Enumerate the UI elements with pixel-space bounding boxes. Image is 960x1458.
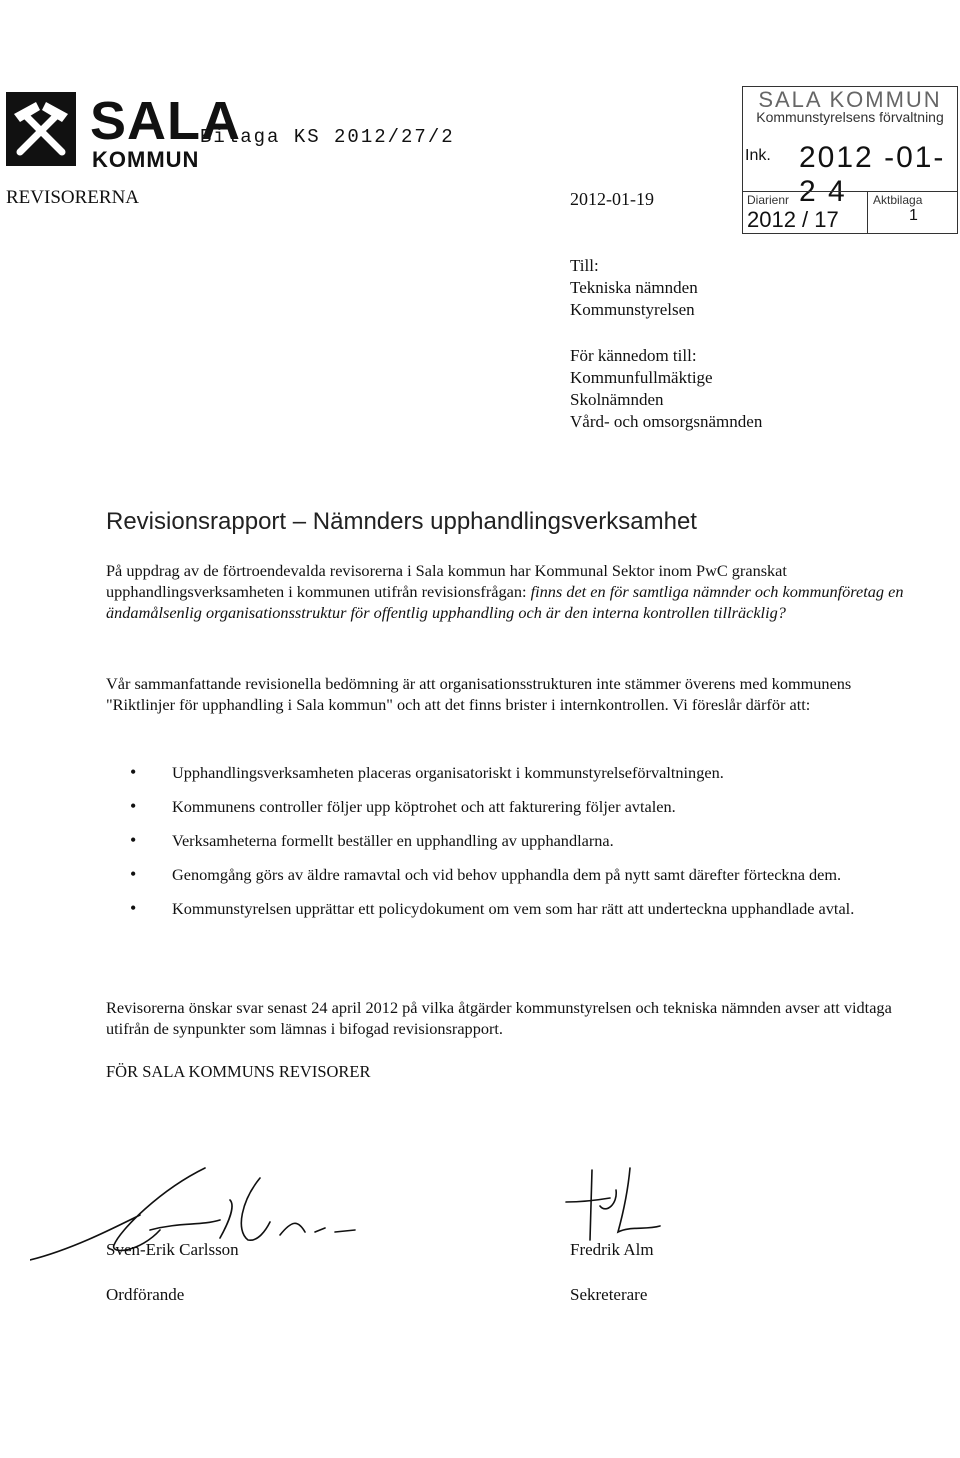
stamp-title: SALA KOMMUN [758,87,942,112]
recipient-item: Tekniska nämnden [570,278,698,297]
cc-recipient-item: Skolnämnden [570,390,664,409]
signatory-name: Sven-Erik Carlsson [106,1240,239,1259]
signature-heading: FÖR SALA KOMMUNS REVISORER [106,1062,371,1081]
signatory-name: Fredrik Alm [570,1240,654,1259]
intro-text: På uppdrag av de förtroendevalda revisorerna i Sala kommun har Kommunal Sektor inom PwC granskat upphandlingsverksamheten i kommunen utifrån revisionsfrågan: [106,561,787,601]
stamp-aktbilaga-label: Aktbilaga [873,193,923,207]
assessment-paragraph: Vår sammanfattande revisionella bedömning är att organisationsstrukturen inte stämmer överens med kommunens "Riktlinjer för upphandling i Sala kommun" och att det finns brister i internkontrollen. Vi föreslår därför att: [106,674,852,714]
stamp-received-date: 2012 -01- 2 4 [799,141,946,208]
received-stamp [742,86,958,234]
stamp-subtitle: Kommunstyrelsens förvaltning [756,109,944,125]
cc-recipient-item: Vård- och omsorgsnämnden [570,412,763,431]
logo-text-sala: SALA [90,91,241,151]
response-request-paragraph: Revisorerna önskar svar senast 24 april 2012 på vilka åtgärder kommunstyrelsen och tekniska nämnden avser att vidtaga utifrån de synpunkter som lämnas i bifogad revisionsrapport. [106,998,892,1038]
signatory-role: Sekreterare [570,1285,648,1304]
bilaga-reference: Bilaga KS 2012/27/2 [200,126,455,148]
to-label: Till: [570,256,599,275]
stamp-ink-label: Ink. [745,147,771,164]
cc-label: För kännedom till: [570,346,697,365]
stamp-diarienr-label: Diarienr [747,193,790,207]
list-item: • Genomgång görs av äldre ramavtal och vid behov upphandla dem på nytt samt därefter förteckna dem. [106,864,906,885]
recipient-item: Kommunstyrelsen [570,300,695,319]
stamp-diarienr-value: 2012 / 17 [747,207,839,232]
cc-recipient-item: Kommunfullmäktige [570,368,713,387]
stamp-aktbilaga-value: 1 [909,207,918,224]
audit-question: finns det en för samtliga nämnder och kommunföretag en ändamålsenlig organisationsstruktur för offentlig upphandling och är den interna kontrollen tillräcklig? [106,582,904,622]
crossed-hammers-icon [6,92,76,166]
stamp-column-divider [867,191,868,233]
list-item: • Kommunstyrelsen upprättar ett policydokument om vem som har rätt att underteckna upphandlade avtal. [106,898,906,919]
list-item: • Kommunens controller följer upp köptrohet och att fakturering följer avtalen. [106,796,906,817]
intro-paragraph [106,560,906,623]
department-name: REVISORERNA [6,187,140,208]
report-heading: Revisionsrapport – Nämnders upphandlingsverksamhet [106,508,697,535]
signature-scribble-alm [560,1160,700,1250]
recommendation-list [106,762,906,932]
document-date: 2012-01-19 [570,189,654,209]
stamp-divider [743,191,957,192]
logo-text-kommun: KOMMUN [92,147,200,172]
list-item: • Verksamheterna formellt beställer en upphandling av upphandlarna. [106,830,906,851]
list-item: • Upphandlingsverksamheten placeras organisatoriskt i kommunstyrelseförvaltningen. [106,762,906,783]
signatory-role: Ordförande [106,1285,185,1304]
sala-kommun-logo [6,92,76,166]
